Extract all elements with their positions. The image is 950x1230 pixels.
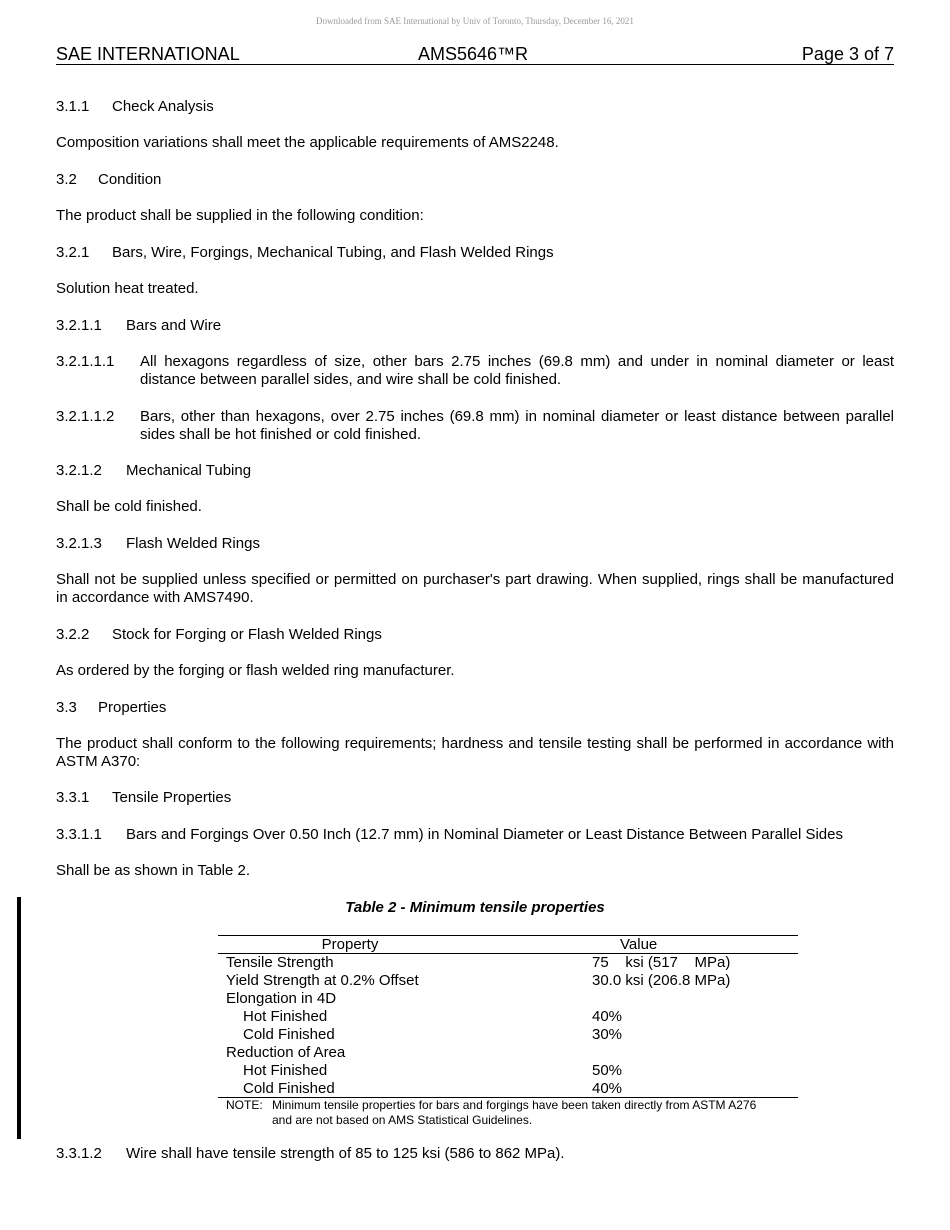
section-number: 3.2.1.1.2 [56, 408, 115, 425]
table-cell-property: Cold Finished [243, 1080, 335, 1097]
section-text: Wire shall have tensile strength of 85 to 125 ksi (586 to 862 MPa). [126, 1145, 565, 1162]
section-title: Mechanical Tubing [126, 462, 252, 479]
section-number: 3.3.1.1 [56, 826, 102, 843]
paragraph-stock: As ordered by the forging or flash welded ring manufacturer. [56, 662, 455, 679]
section-3-1-1-heading [56, 98, 894, 116]
section-text: Bars, other than hexagons, over 2.75 inches (69.8 mm) in nominal diameter or least distance between parallel sides shall be hot finished or cold finished. [140, 408, 894, 443]
section-number: 3.2.1.3 [56, 535, 102, 552]
table-note-label: NOTE: [226, 1098, 263, 1112]
section-3-2-1-2-heading [56, 462, 894, 480]
section-3-3-1-heading [56, 789, 894, 807]
section-title: Tensile Properties [112, 789, 232, 806]
change-bar [17, 897, 21, 1139]
table-cell-property: Cold Finished [243, 1026, 335, 1043]
header-org: SAE INTERNATIONAL [56, 44, 240, 64]
section-3-2-1-1-heading [56, 317, 894, 335]
table-cell-value: 40% [592, 1080, 623, 1097]
section-number: 3.1.1 [56, 98, 90, 115]
section-number: 3.3 [56, 699, 77, 716]
section-title: Flash Welded Rings [126, 535, 260, 552]
section-title: Condition [98, 171, 162, 188]
section-number: 3.2.1 [56, 244, 90, 261]
table-cell-property: Tensile Strength [226, 954, 334, 971]
header-doc-number: AMS5646™R [418, 44, 529, 64]
section-number: 3.2.1.1.1 [56, 353, 115, 370]
section-title: Check Analysis [112, 98, 214, 115]
table-cell-property: Yield Strength at 0.2% Offset [226, 972, 419, 989]
table-cell-property: Reduction of Area [226, 1044, 346, 1061]
section-title: Stock for Forging or Flash Welded Rings [112, 626, 382, 643]
section-3-2-2-heading [56, 626, 894, 644]
paragraph-condition: The product shall be supplied in the following condition: [56, 207, 424, 224]
paragraph-table-reference: Shall be as shown in Table 2. [56, 862, 251, 879]
paragraph-solution: Solution heat treated. [56, 280, 199, 297]
download-watermark: Downloaded from SAE International by Univ of Toronto, Thursday, December 16, 2021 [316, 16, 634, 26]
section-3-3-heading [56, 699, 894, 717]
section-title: Properties [98, 699, 167, 716]
section-3-2-1-heading [56, 244, 894, 262]
table-cell-value: 30.0 ksi (206.8 MPa) [592, 972, 731, 989]
paragraph-cold-finished: Shall be cold finished. [56, 498, 202, 515]
table-note-line: and are not based on AMS Statistical Guidelines. [272, 1113, 533, 1127]
section-3-2-heading [56, 171, 894, 189]
table-cell-value: 50% [592, 1062, 623, 1079]
section-number: 3.3.1.2 [56, 1145, 102, 1162]
section-text: All hexagons regardless of size, other bars 2.75 inches (69.8 mm) and under in nominal diameter or least distance between parallel sides, and wire shall be cold finished. [140, 353, 894, 388]
table-cell-value: 40% [592, 1008, 623, 1025]
section-3-3-1-1-heading [56, 826, 894, 844]
section-number: 3.2.1.1 [56, 317, 102, 334]
section-3-2-1-1-2 [56, 408, 894, 444]
page-header [56, 44, 894, 65]
table-caption: Table 2 - Minimum tensile properties [345, 899, 605, 916]
section-title: Bars and Forgings Over 0.50 Inch (12.7 mm) in Nominal Diameter or Least Distance Between Parallel Sides [126, 826, 843, 843]
section-title: Bars, Wire, Forgings, Mechanical Tubing, and Flash Welded Rings [112, 244, 554, 261]
table-cell-property: Hot Finished [243, 1008, 328, 1025]
paragraph-composition: Composition variations shall meet the applicable requirements of AMS2248. [56, 134, 559, 151]
table-cell-property: Hot Finished [243, 1062, 328, 1079]
column-header-property: Property [321, 936, 379, 953]
column-header-value: Value [620, 936, 658, 953]
table-cell-value: 30% [592, 1026, 623, 1043]
table-cell-property: Elongation in 4D [226, 990, 337, 1007]
section-3-2-1-1-1 [56, 353, 894, 389]
section-title: Bars and Wire [126, 317, 222, 334]
section-number: 3.3.1 [56, 789, 90, 806]
section-number: 3.2.1.2 [56, 462, 102, 479]
section-number: 3.2.2 [56, 626, 90, 643]
section-3-3-1-2 [56, 1145, 894, 1163]
paragraph-rings: Shall not be supplied unless specified or permitted on purchaser's part drawing. When supplied, rings shall be manufactured in accordance with AMS7490. [56, 571, 894, 606]
header-page-number: Page 3 of 7 [801, 44, 894, 64]
section-number: 3.2 [56, 171, 77, 188]
table-cell-value: 75 ksi (517 MPa) [592, 954, 731, 971]
table-note-line: Minimum tensile properties for bars and forgings have been taken directly from ASTM A276 [272, 1098, 757, 1112]
section-3-2-1-3-heading [56, 535, 894, 553]
paragraph-properties: The product shall conform to the following requirements; hardness and tensile testing shall be performed in accordance with ASTM A370: [56, 735, 894, 770]
